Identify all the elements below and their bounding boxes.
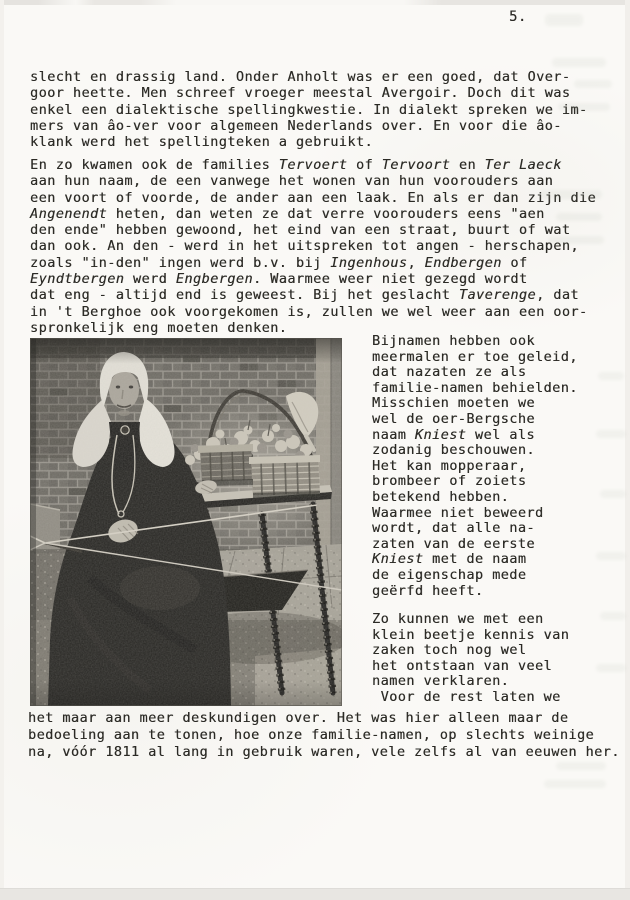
- text-line: bedoeling aan te tonen, hoe onze familie-namen, op slechts weinige: [28, 727, 595, 744]
- paragraph-spelling: [30, 69, 588, 150]
- text-line: in 't Berghoe ook voorgekomen is, zullen we wel weer aan een oor-: [30, 303, 588, 320]
- scan-edge-left: [0, 0, 4, 900]
- bleed-through-smudge: [544, 780, 606, 788]
- text-line: naam Kniest wel als: [372, 426, 535, 443]
- text-line: dat eng - altijd end is geweest. Bij het geslacht Taverenge, dat: [30, 287, 579, 304]
- text-line: klein beetje kennis van: [372, 626, 570, 643]
- text-line: wel de oer-Bergsche: [372, 410, 535, 427]
- scan-edge-bottom: [0, 888, 630, 900]
- text-line: zaken toch nog wel: [372, 642, 527, 659]
- text-line: Angenendt heten, dan weten ze dat verre voorouders eens "aen: [30, 205, 545, 222]
- text-line: zoals "in-den" ingen werd b.v. bij Ingenhous, Endbergen of: [30, 254, 528, 271]
- text-line: geërfd heeft.: [372, 582, 484, 599]
- bleed-through-smudge: [545, 14, 583, 26]
- text-line: Het kan mopperaar,: [372, 457, 527, 474]
- text-line: slecht en drassig land. Onder Anholt was er een goed, dat Over-: [30, 69, 571, 85]
- text-line: brombeer of zoiets: [372, 473, 527, 490]
- text-line: betekend hebben.: [372, 488, 510, 505]
- text-line: het maar aan meer deskundigen over. Het was hier alleen maar de: [28, 710, 569, 726]
- text-line: Kniest met de naam: [372, 551, 527, 568]
- text-line: namen verklaren.: [372, 673, 510, 690]
- text-line: mers van âo-ver voor algemeen Nederlands over. En voor die âo-: [30, 117, 562, 134]
- text-line: En zo kwamen ook de families Tervoert of Tervoort en Ter Laeck: [30, 157, 562, 173]
- text-line: enkel een dialektische spellingkwestie. In dialekt spreken we im-: [30, 101, 588, 118]
- page-number: 5.: [509, 9, 527, 25]
- text-line: zaten van de eerste: [372, 535, 535, 552]
- bottom-paragraph: [28, 710, 620, 762]
- text-line: dat nazaten ze als: [372, 364, 527, 381]
- scan-edge-right: [625, 0, 630, 900]
- text-line: Misschien moeten we: [372, 395, 535, 412]
- photo-vignette: [30, 338, 342, 706]
- text-line: Voor de rest laten we: [372, 688, 561, 705]
- text-line: de eigenschap mede: [372, 566, 527, 583]
- text-line: Bijnamen hebben ook: [372, 333, 535, 349]
- text-line: Eyndtbergen werd Engbergen. Waarmee weer niet gezegd wordt: [30, 271, 528, 288]
- text-line: het ontstaan van veel: [372, 657, 553, 674]
- right-column-paragraph-nicknames: [372, 334, 622, 599]
- photograph-old-woman: [30, 338, 342, 706]
- text-line: een voort of voorde, de ander aan een laak. En als er dan zijn die: [30, 189, 597, 206]
- bleed-through-smudge: [556, 762, 606, 770]
- text-line: wordt, dat alle na-: [372, 520, 535, 537]
- text-line: meermalen er toe geleid,: [372, 348, 578, 365]
- text-line: na, vóór 1811 al lang in gebruik waren, vele zelfs al van eeuwen her.: [28, 744, 620, 761]
- right-column-paragraph-closing: [372, 612, 622, 706]
- text-line: goor heette. Men schreef vroeger meestal Avergoir. Doch dit was: [30, 85, 571, 102]
- text-line: klank werd het spellingteken a gebruikt.: [30, 134, 374, 151]
- text-line: zodanig beschouwen.: [372, 442, 535, 459]
- text-line: dan ook. An den - werd in het uitspreken tot angen - herschapen,: [30, 238, 579, 255]
- paragraph-family-names: [30, 157, 596, 336]
- bleed-through-smudge: [552, 58, 606, 67]
- text-line: Zo kunnen we met een: [372, 611, 544, 627]
- scan-edge-top: [0, 0, 630, 5]
- text-line: Waarmee niet beweerd: [372, 504, 544, 521]
- text-line: aan hun naam, de een vanwege het wonen van hun voorouders aan: [30, 173, 554, 190]
- text-line: spronkelijk eng moeten denken.: [30, 319, 288, 336]
- text-line: den ende" hebben gewoond, het eind van een straat, buurt of wat: [30, 222, 571, 239]
- text-line: familie-namen behielden.: [372, 379, 578, 396]
